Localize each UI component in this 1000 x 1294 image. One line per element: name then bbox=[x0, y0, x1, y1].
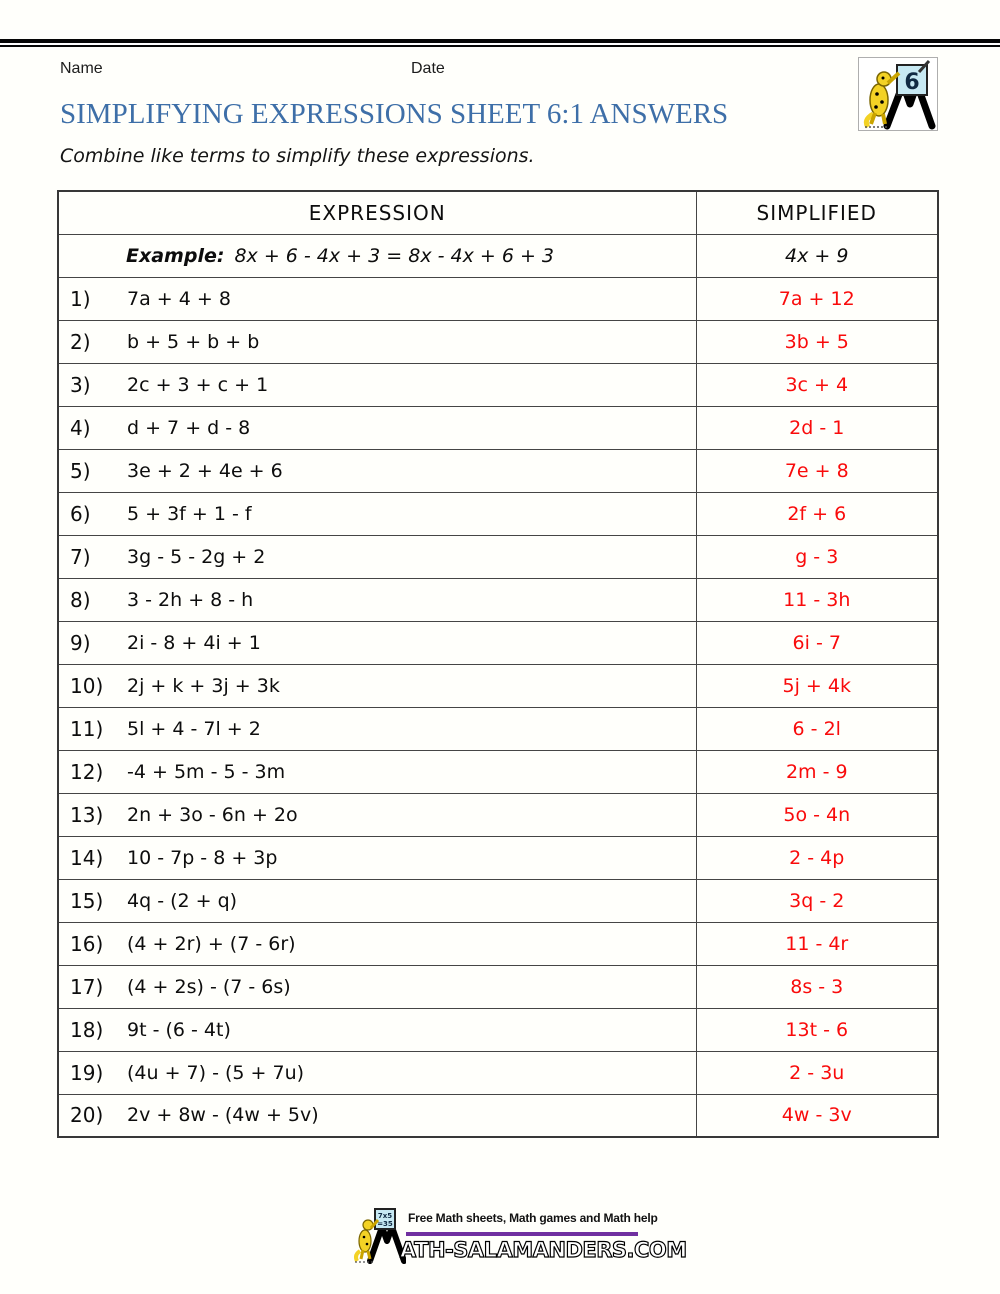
table-row bbox=[58, 535, 938, 578]
grade-badge bbox=[858, 57, 938, 131]
question-answer: 2m - 9 bbox=[696, 750, 938, 793]
question-number: 15) bbox=[70, 888, 104, 913]
footer-purple-rule bbox=[406, 1232, 638, 1236]
question-answer: 5o - 4n bbox=[696, 793, 938, 836]
name-label: Name bbox=[60, 60, 103, 77]
meta-row bbox=[0, 60, 1000, 82]
expression-column-header: EXPRESSION bbox=[58, 191, 696, 234]
footer-salamander-icon bbox=[354, 1207, 406, 1265]
question-number: 6) bbox=[70, 501, 91, 526]
question-answer: 13t - 6 bbox=[696, 1008, 938, 1051]
table-row bbox=[58, 922, 938, 965]
question-expression: (4 + 2r) + (7 - 6r) bbox=[127, 932, 296, 955]
question-expression: 2n + 3o - 6n + 2o bbox=[127, 803, 298, 826]
question-number: 1) bbox=[70, 286, 91, 311]
question-expression: 2i - 8 + 4i + 1 bbox=[127, 631, 261, 654]
question-number: 14) bbox=[70, 845, 104, 870]
question-answer: 7e + 8 bbox=[696, 449, 938, 492]
question-answer: 2 - 3u bbox=[696, 1051, 938, 1094]
question-answer: 5j + 4k bbox=[696, 664, 938, 707]
question-expression: d + 7 + d - 8 bbox=[127, 416, 251, 439]
question-number: 13) bbox=[70, 802, 104, 827]
question-answer: g - 3 bbox=[696, 535, 938, 578]
table-row bbox=[58, 406, 938, 449]
date-label: Date bbox=[411, 60, 445, 77]
table-header-row bbox=[58, 191, 938, 234]
question-expression: -4 + 5m - 5 - 3m bbox=[127, 760, 286, 783]
table-row bbox=[58, 664, 938, 707]
site-wordmark: ATH-SALAMANDERS.COM bbox=[400, 1238, 687, 1262]
footer-board-line2: =35 bbox=[377, 1220, 393, 1228]
question-answer: 3c + 4 bbox=[696, 363, 938, 406]
question-number: 20) bbox=[70, 1103, 104, 1128]
question-expression: 10 - 7p - 8 + 3p bbox=[127, 846, 278, 869]
question-answer: 11 - 3h bbox=[696, 578, 938, 621]
question-number: 4) bbox=[70, 415, 91, 440]
question-answer: 8s - 3 bbox=[696, 965, 938, 1008]
question-number: 11) bbox=[70, 716, 104, 741]
badge-number: 6 bbox=[904, 70, 920, 95]
table-row bbox=[58, 793, 938, 836]
question-expression: 2j + k + 3j + 3k bbox=[127, 674, 280, 697]
question-number: 8) bbox=[70, 587, 91, 612]
question-expression: 4q - (2 + q) bbox=[127, 889, 238, 912]
question-answer: 7a + 12 bbox=[696, 277, 938, 320]
site-footer bbox=[0, 1207, 1000, 1269]
table-row bbox=[58, 1051, 938, 1094]
example-label: Example: bbox=[126, 244, 225, 267]
question-number: 19) bbox=[70, 1060, 104, 1085]
question-expression: 9t - (6 - 4t) bbox=[127, 1018, 231, 1041]
question-answer: 11 - 4r bbox=[696, 922, 938, 965]
question-expression: 2v + 8w - (4w + 5v) bbox=[127, 1104, 319, 1127]
question-expression: 2c + 3 + c + 1 bbox=[127, 373, 269, 396]
question-expression: 5 + 3f + 1 - f bbox=[127, 502, 252, 525]
example-expression: 8x + 6 - 4x + 3 = 8x - 4x + 6 + 3 bbox=[234, 244, 555, 267]
question-answer: 6i - 7 bbox=[696, 621, 938, 664]
question-number: 12) bbox=[70, 759, 104, 784]
table-row bbox=[58, 277, 938, 320]
table-row bbox=[58, 578, 938, 621]
question-expression: (4 + 2s) - (7 - 6s) bbox=[127, 975, 291, 998]
instructions-text: Combine like terms to simplify these expressions. bbox=[60, 145, 535, 167]
question-answer: 2 - 4p bbox=[696, 836, 938, 879]
question-number: 5) bbox=[70, 458, 91, 483]
question-answer: 6 - 2l bbox=[696, 707, 938, 750]
question-expression: 3 - 2h + 8 - h bbox=[127, 588, 254, 611]
question-number: 7) bbox=[70, 544, 91, 569]
question-expression: b + 5 + b + b bbox=[127, 330, 260, 353]
table-row bbox=[58, 879, 938, 922]
question-answer: 4w - 3v bbox=[696, 1094, 938, 1137]
table-row bbox=[58, 621, 938, 664]
question-expression: 3g - 5 - 2g + 2 bbox=[127, 545, 266, 568]
table-row bbox=[58, 492, 938, 535]
footer-tagline: Free Math sheets, Math games and Math help bbox=[408, 1211, 658, 1225]
salamander-easel-icon bbox=[859, 58, 937, 130]
example-row bbox=[58, 234, 938, 277]
table-row bbox=[58, 1008, 938, 1051]
question-number: 18) bbox=[70, 1017, 104, 1042]
question-answer: 2d - 1 bbox=[696, 406, 938, 449]
question-answer: 2f + 6 bbox=[696, 492, 938, 535]
expressions-table bbox=[57, 190, 939, 1138]
question-expression: (4u + 7) - (5 + 7u) bbox=[127, 1061, 305, 1084]
question-expression: 3e + 2 + 4e + 6 bbox=[127, 459, 283, 482]
table-row bbox=[58, 836, 938, 879]
question-number: 17) bbox=[70, 974, 104, 999]
question-number: 10) bbox=[70, 673, 104, 698]
table-row bbox=[58, 750, 938, 793]
question-answer: 3b + 5 bbox=[696, 320, 938, 363]
page-title: SIMPLIFYING EXPRESSIONS SHEET 6:1 ANSWERS bbox=[60, 98, 729, 130]
question-number: 16) bbox=[70, 931, 104, 956]
footer-board-line1: 7x5 bbox=[377, 1212, 393, 1220]
question-expression: 5l + 4 - 7l + 2 bbox=[127, 717, 261, 740]
example-answer: 4x + 9 bbox=[696, 234, 938, 277]
top-divider bbox=[0, 39, 1000, 47]
question-number: 2) bbox=[70, 329, 91, 354]
table-row bbox=[58, 449, 938, 492]
table-row bbox=[58, 707, 938, 750]
question-expression: 7a + 4 + 8 bbox=[127, 287, 231, 310]
table-row bbox=[58, 363, 938, 406]
simplified-column-header: SIMPLIFIED bbox=[696, 191, 938, 234]
table-row bbox=[58, 965, 938, 1008]
question-number: 3) bbox=[70, 372, 91, 397]
question-number: 9) bbox=[70, 630, 91, 655]
question-answer: 3q - 2 bbox=[696, 879, 938, 922]
table-row bbox=[58, 320, 938, 363]
table-row bbox=[58, 1094, 938, 1137]
